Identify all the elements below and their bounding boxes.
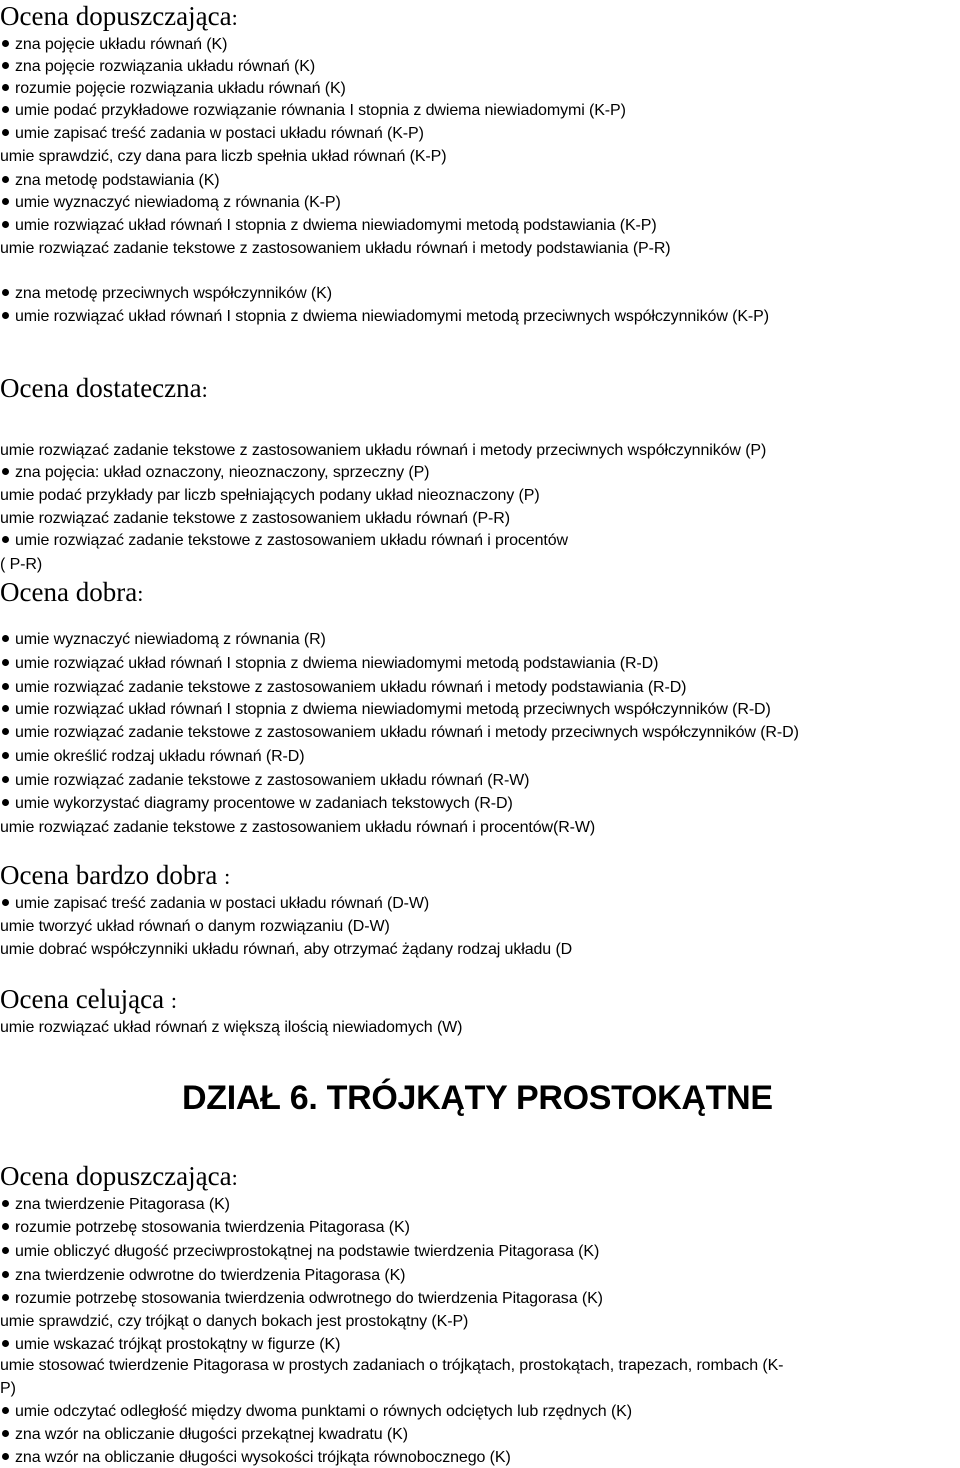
item-text: umie rozwiązać zadanie tekstowe z zastosowaniem układu równań i procentów <box>15 532 568 549</box>
item-text: umie rozwiązać układ równań I stopnia z dwiema niewiadomymi metodą przeciwnych współczynników (R-D) <box>15 701 771 718</box>
bullet-icon <box>2 1407 9 1414</box>
bullet-list-item <box>0 1425 408 1445</box>
text-line <box>0 1379 16 1399</box>
section-heading-text: Ocena dobra <box>0 577 138 607</box>
text-line <box>0 1018 462 1038</box>
bullet-list-item <box>0 307 769 327</box>
bullet-list-item <box>0 630 326 650</box>
section-heading-colon: : <box>137 581 144 606</box>
chapter-title: DZIAŁ 6. TRÓJKĄTY PROSTOKĄTNE <box>182 1079 773 1117</box>
item-text: umie rozwiązać układ równań I stopnia z dwiema niewiadomymi metodą podstawiania (K-P) <box>15 217 657 234</box>
item-text: umie obliczyć długość przeciwprostokątnej na podstawie twierdzenia Pitagorasa (K) <box>15 1243 600 1260</box>
bullet-icon <box>2 312 9 319</box>
item-text: umie sprawdzić, czy trójkąt o danych bokach jest prostokątny (K-P) <box>0 1313 469 1330</box>
bullet-list-item <box>0 894 429 914</box>
bullet-icon <box>2 198 9 205</box>
bullet-icon <box>2 1430 9 1437</box>
item-text: umie rozwiązać układ równań z większą ilością niewiadomych (W) <box>0 1019 463 1036</box>
item-text: umie wyznaczyć niewiadomą z równania (R) <box>15 631 326 648</box>
bullet-icon <box>2 1200 9 1207</box>
bullet-list-item <box>0 1218 410 1238</box>
bullet-list-item <box>0 531 568 551</box>
bullet-list-item <box>0 79 346 99</box>
text-line <box>0 555 42 575</box>
item-text: umie wyznaczyć niewiadomą z równania (K-P) <box>15 194 341 211</box>
section-heading-colon: : <box>231 1165 238 1190</box>
bullet-list-item <box>0 284 332 304</box>
bullet-list-item <box>0 1402 632 1422</box>
section-heading-text: Ocena dostateczna <box>0 373 202 403</box>
text-line <box>0 509 510 529</box>
bullet-icon <box>2 1340 9 1347</box>
item-text: umie sprawdzić, czy dana para liczb spełnia układ równań (K-P) <box>0 148 447 165</box>
item-text: zna wzór na obliczanie długości przekątnej kwadratu (K) <box>15 1426 408 1443</box>
bullet-icon <box>2 1247 9 1254</box>
bullet-list-item <box>0 1335 340 1355</box>
item-text: umie podać przykładowe rozwiązanie równania I stopnia z dwiema niewiadomymi (K-P) <box>15 102 626 119</box>
bullet-icon <box>2 536 9 543</box>
bullet-icon <box>2 1223 9 1230</box>
item-text: umie tworzyć układ równań o danym rozwiązaniu (D-W) <box>0 918 390 935</box>
item-text: zna twierdzenie Pitagorasa (K) <box>15 1196 230 1213</box>
bullet-list-item <box>0 1195 230 1215</box>
text-line <box>0 147 446 167</box>
bullet-icon <box>2 84 9 91</box>
text-line <box>0 441 766 461</box>
item-text: umie rozwiązać zadanie tekstowe z zastosowaniem układu równań (R-W) <box>15 772 530 789</box>
item-text: umie stosować twierdzenie Pitagorasa w prostych zadaniach o trójkątach, prostokątach, trapezach, rombach (K- <box>0 1357 784 1374</box>
section-heading-text: Ocena celująca <box>0 984 171 1014</box>
section-heading-text: Ocena dopuszczająca <box>0 1 232 31</box>
section-heading-text: Ocena bardzo dobra <box>0 860 225 890</box>
bullet-icon <box>2 705 9 712</box>
item-text: umie zapisać treść zadania w postaci układu równań (D-W) <box>15 895 430 912</box>
bullet-list-item <box>0 35 227 55</box>
text-line <box>0 1312 468 1332</box>
bullet-list-item <box>0 1448 511 1468</box>
bullet-list-item <box>0 1266 405 1286</box>
section-heading-colon: : <box>224 864 231 889</box>
bullet-icon <box>2 635 9 642</box>
item-text: umie wykorzystać diagramy procentowe w zadaniach tekstowych (R-D) <box>15 795 513 812</box>
item-text: zna pojęcie rozwiązania układu równań (K) <box>15 58 316 75</box>
item-text: zna wzór na obliczanie długości wysokości trójkąta równobocznego (K) <box>15 1449 511 1466</box>
item-text: umie rozwiązać układ równań I stopnia z dwiema niewiadomymi metodą przeciwnych współczynników (K-P) <box>15 308 769 325</box>
item-text: rozumie pojęcie rozwiązania układu równań (K) <box>15 80 346 97</box>
section-heading-colon: : <box>231 5 238 30</box>
section-heading <box>0 1160 238 1194</box>
bullet-list-item <box>0 101 626 121</box>
item-text: umie rozwiązać zadanie tekstowe z zastosowaniem układu równań i metody przeciwnych współczynników (R-D) <box>15 724 799 741</box>
text-line <box>0 940 572 960</box>
item-text: umie rozwiązać zadanie tekstowe z zastosowaniem układu równań i procentów(R-W) <box>0 819 596 836</box>
text-line <box>0 917 390 937</box>
bullet-icon <box>2 728 9 735</box>
text-line <box>0 1356 783 1376</box>
item-text: umie wskazać trójkąt prostokątny w figurze (K) <box>15 1336 341 1353</box>
item-text: umie określić rodzaj układu równań (R-D) <box>15 748 305 765</box>
item-text: P) <box>0 1380 16 1397</box>
item-text: rozumie potrzebę stosowania twierdzenia Pitagorasa (K) <box>15 1219 410 1236</box>
bullet-icon <box>2 899 9 906</box>
section-heading <box>0 0 238 34</box>
bullet-list-item <box>0 1289 603 1309</box>
bullet-list-item <box>0 747 304 767</box>
item-text: umie odczytać odległość między dwoma punktami o równych odciętych lub rzędnych (K) <box>15 1403 632 1420</box>
item-text: zna pojęcie układu równań (K) <box>15 36 228 53</box>
text-line <box>0 486 540 506</box>
item-text: zna metodę przeciwnych współczynników (K) <box>15 285 332 302</box>
item-text: umie rozwiązać układ równań I stopnia z dwiema niewiadomymi metodą podstawiania (R-D) <box>15 655 659 672</box>
bullet-list-item <box>0 723 799 743</box>
bullet-list-item <box>0 1242 599 1262</box>
bullet-icon <box>2 776 9 783</box>
bullet-list-item <box>0 794 513 814</box>
item-text: umie dobrać współczynniki układu równań, aby otrzymać żądany rodzaj układu (D <box>0 941 573 958</box>
bullet-icon <box>2 62 9 69</box>
item-text: umie rozwiązać zadanie tekstowe z zastosowaniem układu równań i metody podstawiania (P-R) <box>0 240 671 257</box>
bullet-list-item <box>0 654 658 674</box>
bullet-list-item <box>0 700 771 720</box>
bullet-icon <box>2 221 9 228</box>
bullet-icon <box>2 106 9 113</box>
bullet-icon <box>2 683 9 690</box>
item-text: umie rozwiązać zadanie tekstowe z zastosowaniem układu równań i metody przeciwnych współczynników (P) <box>0 442 767 459</box>
bullet-list-item <box>0 678 686 698</box>
bullet-icon <box>2 659 9 666</box>
bullet-icon <box>2 1453 9 1460</box>
item-text: rozumie potrzebę stosowania twierdzenia odwrotnego do twierdzenia Pitagorasa (K) <box>15 1290 603 1307</box>
section-heading-colon: : <box>170 988 177 1013</box>
item-text: umie podać przykłady par liczb spełniających podany układ nieoznaczony (P) <box>0 487 540 504</box>
section-heading <box>0 576 143 610</box>
bullet-list-item <box>0 193 341 213</box>
bullet-icon <box>2 1294 9 1301</box>
section-heading <box>0 983 177 1017</box>
bullet-icon <box>2 468 9 475</box>
text-line <box>0 239 671 259</box>
bullet-icon <box>2 752 9 759</box>
bullet-list-item <box>0 124 424 144</box>
item-text: umie zapisać treść zadania w postaci układu równań (K-P) <box>15 125 424 142</box>
section-heading <box>0 372 208 406</box>
bullet-list-item <box>0 771 529 791</box>
item-text: zna twierdzenie odwrotne do twierdzenia Pitagorasa (K) <box>15 1267 406 1284</box>
section-heading-colon: : <box>201 377 208 402</box>
item-text: zna pojęcia: układ oznaczony, nieoznaczony, sprzeczny (P) <box>15 464 430 481</box>
bullet-list-item <box>0 57 315 77</box>
bullet-list-item <box>0 171 220 191</box>
bullet-icon <box>2 176 9 183</box>
item-text: ( P-R) <box>0 556 43 573</box>
item-text: umie rozwiązać zadanie tekstowe z zastosowaniem układu równań i metody podstawiania (R-D) <box>15 679 687 696</box>
section-heading <box>0 859 230 893</box>
bullet-list-item <box>0 463 429 483</box>
section-heading-text: Ocena dopuszczająca <box>0 1161 232 1191</box>
bullet-list-item <box>0 216 657 236</box>
bullet-icon <box>2 40 9 47</box>
bullet-icon <box>2 129 9 136</box>
text-line <box>0 818 595 838</box>
bullet-icon <box>2 1271 9 1278</box>
bullet-icon <box>2 289 9 296</box>
item-text: umie rozwiązać zadanie tekstowe z zastosowaniem układu równań (P-R) <box>0 510 510 527</box>
bullet-icon <box>2 799 9 806</box>
item-text: zna metodę podstawiania (K) <box>15 172 220 189</box>
